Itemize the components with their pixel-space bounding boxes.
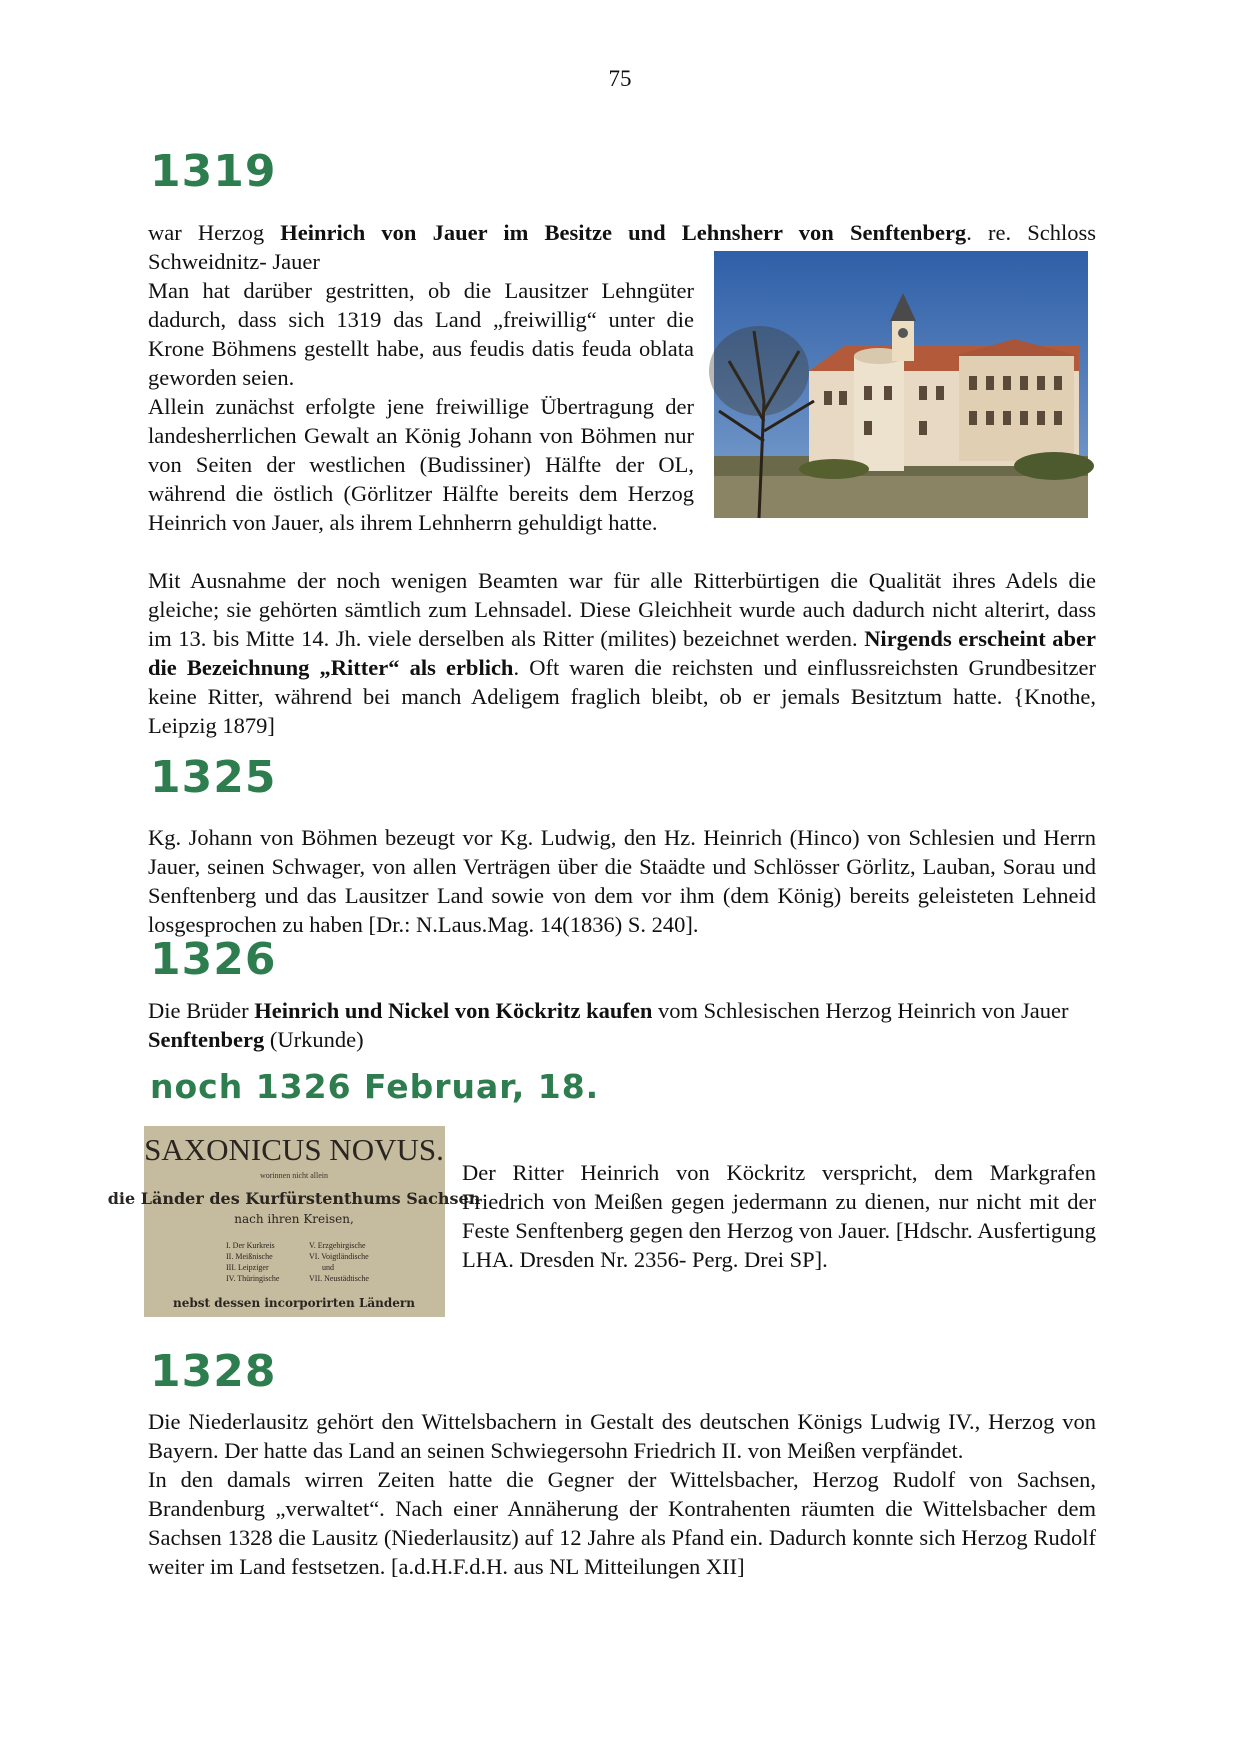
para-1326 <box>148 996 1096 1054</box>
book-list-item: V. Erzgebirgische <box>309 1241 366 1250</box>
para-1328 <box>148 1407 1096 1581</box>
bold-text: Nirgends erscheint aber die Bezeichnung „Ritter“ als erblich <box>148 626 1096 680</box>
para-1325: Kg. Johann von Böhmen bezeugt vor Kg. Ludwig, den Hz. Heinrich (Hinco) von Schlesien und Herrn Jauer, seinen Schwager, von allen Verträgen über die Staädte und Schlösser Görlitz, Lauban, Sorau und Senftenberg und das Lausitzer Land sowie von dem vor ihm (dem König) bereits geleisteten Lehneid losgesprochen zu haben [Dr.: N.Laus.Mag. 14(1836) S. 240]. <box>148 825 1096 937</box>
book-text: worinnen nicht allein <box>260 1171 328 1180</box>
book-text: die Länder des Kurfürstenthums Sachsen <box>107 1189 481 1208</box>
text: war Herzog <box>148 220 281 245</box>
section-heading-1326-februar: noch 1326 Februar, 18. <box>150 1067 600 1106</box>
text: Mit Ausnahme der noch wenigen Beamten war für alle Ritterbürtigen die Qualität ihres Adels die gleiche; sie gehörten sämtlich zum Lehnsadel. Diese Gleichheit wurde auch dadurch nicht alterirt, dass im 13. bis Mitte 14. Jh. viele derselben als Ritter (milites) bezeichnet werden. <box>148 568 1096 651</box>
text: vom Schlesischen Herzog Heinrich von Jauer <box>652 998 1069 1023</box>
year-heading-1319: 1319 <box>150 146 277 197</box>
paragraph: Man hat darüber gestritten, ob die Lausitzer Lehngüter dadurch, dass sich 1319 das Land „freiwillig“ unter die Krone Böhmens gestellt habe, aus feudis datis feuda oblata geworden seien. <box>148 278 694 390</box>
book-text: nebst dessen incorporirten Ländern <box>173 1296 415 1310</box>
castle-photo <box>714 251 1088 518</box>
text: Schweidnitz- Jauer <box>148 249 320 274</box>
book-text: nach ihren Kreisen, <box>234 1212 354 1226</box>
text: Die Brüder <box>148 998 255 1023</box>
paragraph: Allein zunächst erfolgte jene freiwillige Übertragung der landesherrlichen Gewalt an König Johann von Böhmen nur von Seiten der westlichen (Budissiner) Hälfte der OL, während die östlich (Görlitzer Hälfte bereits dem Herzog Heinrich von Jauer, als ihrem Lehnherrn gehuldigt hatte. <box>148 394 694 535</box>
para-1319-adel <box>148 566 1096 740</box>
year-heading-1326: 1326 <box>150 934 277 985</box>
book-list-item: I. Der Kurkreis <box>226 1241 275 1250</box>
castle-photo-svg <box>714 251 1088 518</box>
saxonicus-novus-svg <box>107 1126 481 1317</box>
book-list-item: und <box>322 1263 334 1272</box>
bold-text: Heinrich und Nickel von Köckritz kaufen <box>254 998 653 1023</box>
saxonicus-novus-image <box>107 1126 481 1317</box>
text: . Oft waren die reichsten und einflussreichsten Grundbesitzer keine Ritter, während bei manch Adeligem fraglich bleibt, ob er jemals Besitztum hatte. {Knothe, Leipzig 1879] <box>148 655 1096 738</box>
paragraph: In den damals wirren Zeiten hatte die Gegner der Wittelsbacher, Herzog Rudolf von Sachsen, Brandenburg „verwaltet“. Nach einer Annäherung der Kontrahenten räumten die Wittelsbacher dem Sachsen 1328 die Lausitz (Niederlausitz) auf 12 Jahre als Pfand ein. Dadurch konnte sich Herzog Rudolf weiter im Land festsetzen. [a.d.H.F.d.H. aus NL Mitteilungen XII] <box>148 1467 1096 1579</box>
year-heading-1328: 1328 <box>150 1346 277 1397</box>
bold-text: Heinrich von Jauer im Besitze und Lehnsherr von Senftenberg <box>280 220 967 245</box>
book-title: SAXONICUS NOVUS. <box>144 1132 444 1167</box>
paragraph: Die Niederlausitz gehört den Wittelsbachern in Gestalt des deutschen Königs Ludwig IV., Herzog von Bayern. Der hatte das Land an seinen Schwiegersohn Friedrich II. von Meißen verpfändet. <box>148 1409 1096 1463</box>
book-list-item: II. Meißnische <box>226 1252 273 1261</box>
book-list-item: III. Leipziger <box>226 1263 269 1272</box>
book-list-item: IV. Thüringische <box>226 1274 280 1283</box>
para-1326-februar: Der Ritter Heinrich von Köckritz verspricht, dem Markgrafen Friedrich von Meißen gegen jedermann zu dienen, nur nicht mit der Feste Senftenberg gegen den Herzog von Jauer. [Hdschr. Ausfertigung LHA. Dresden Nr. 2356- Perg. Drei SP]. <box>462 1160 1096 1272</box>
text: . re. Schloss <box>966 220 1096 245</box>
page-number: 75 <box>608 66 632 91</box>
bold-text: Senftenberg <box>148 1027 265 1052</box>
book-list-item: VII. Neustädtische <box>309 1274 369 1283</box>
para-1319-left-column <box>148 276 694 537</box>
text: (Urkunde) <box>264 1027 364 1052</box>
year-heading-1325: 1325 <box>150 752 277 803</box>
book-list-item: VI. Voigtländische <box>309 1252 369 1261</box>
